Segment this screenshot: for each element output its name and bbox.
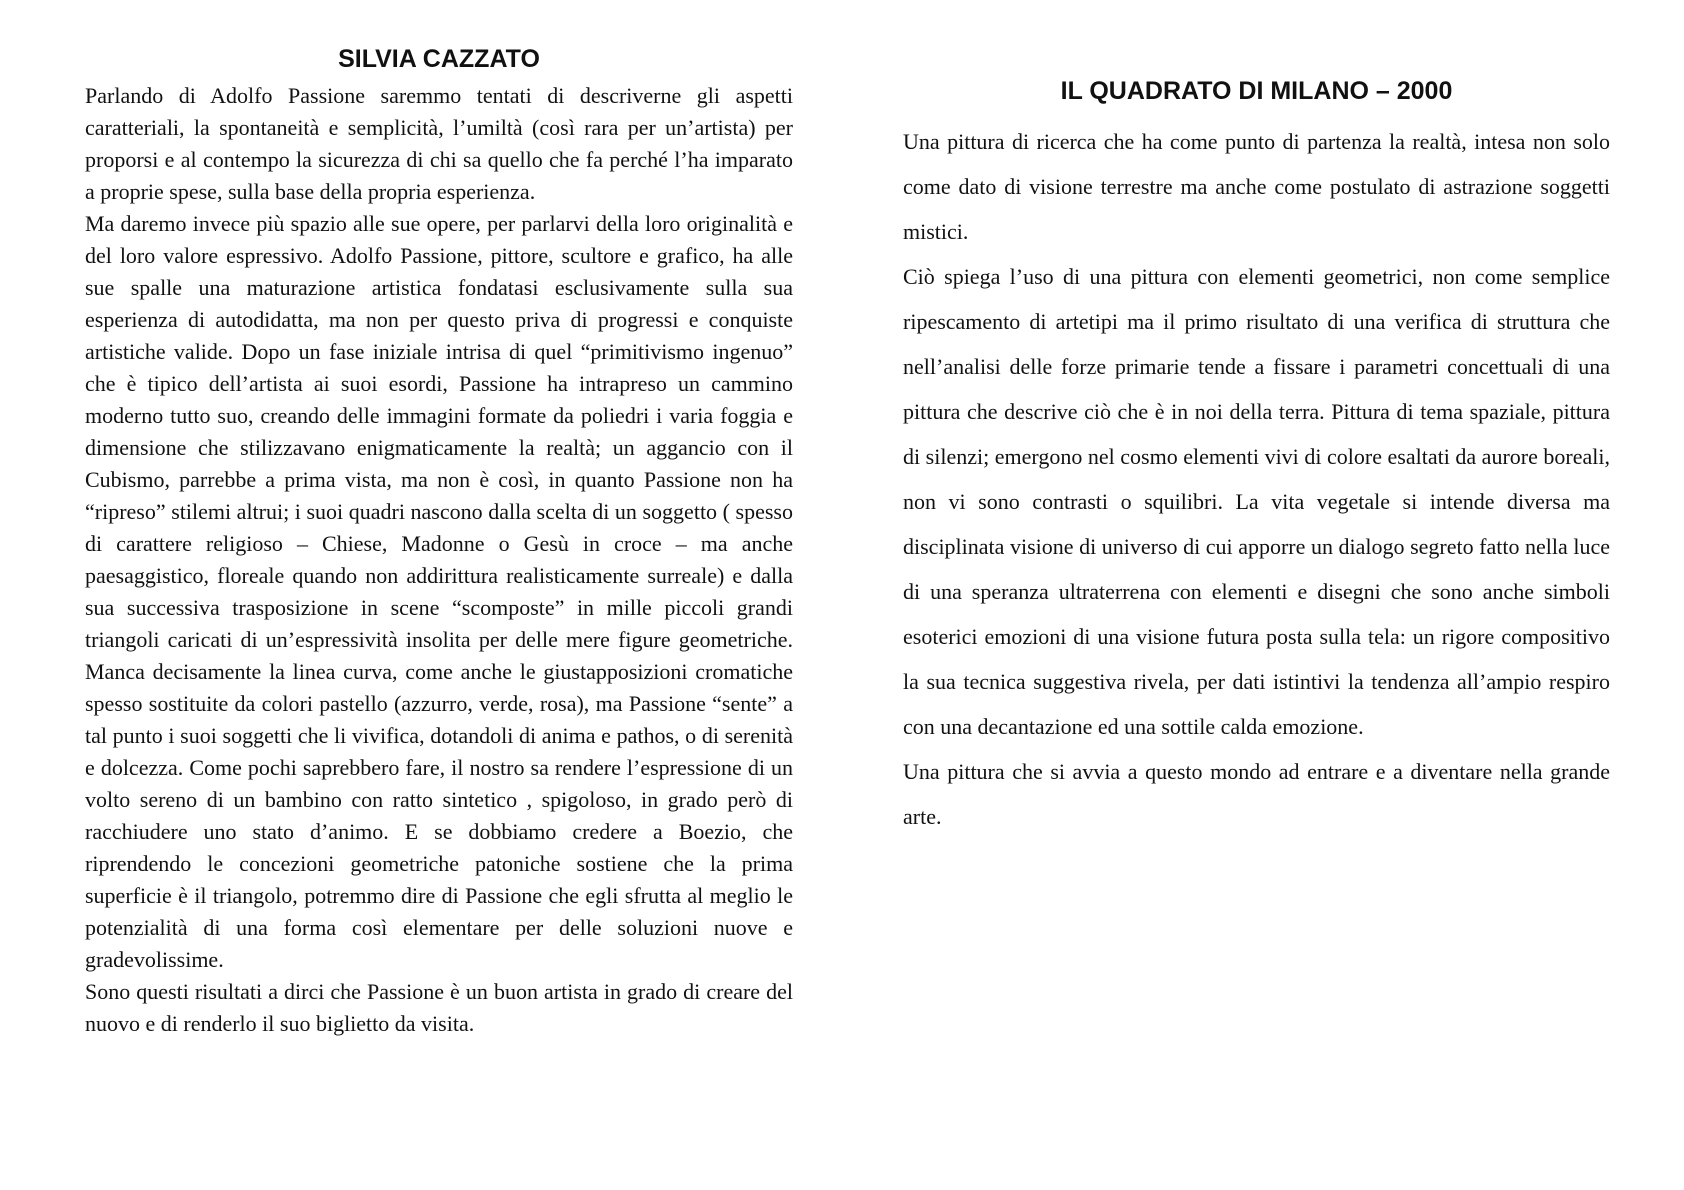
right-paragraph-3: Una pittura che si avvia a questo mondo ad entrare e a diventare nella grande arte. <box>903 759 1610 829</box>
right-article <box>903 76 1610 839</box>
left-article-title: SILVIA CAZZATO <box>338 45 540 73</box>
left-article <box>85 44 793 1040</box>
right-paragraph-1: Una pittura di ricerca che ha come punto di partenza la realtà, intesa non solo come dato di visione terrestre ma anche come postulato di astrazione soggetti mistici. <box>903 129 1610 244</box>
left-paragraph-2: Ma daremo invece più spazio alle sue opere, per parlarvi della loro originalità e del loro valore espressivo. Adolfo Passione, pittore, scultore e grafico, ha alle sue spalle una maturazione artistica fondatasi esclusivamente sulla sua esperienza di autodidatta, ma non per questo priva di progressi e conquiste artistiche valide. Dopo un fase iniziale intrisa di quel “primitivismo ingenuo” che è tipico dell’artista ai suoi esordi, Passione ha intrapreso un cammino moderno tutto suo, creando delle immagini formate da poliedri i varia foggia e dimensione che stilizzavano enigmaticamente la realtà; un aggancio con il Cubismo, parrebbe a prima vista, ma non è così, in quanto Passione non ha “ripreso” stilemi altrui; i suoi quadri nascono dalla scelta di un soggetto ( spesso di carattere religioso – Chiese, Madonne o Gesù in croce – ma anche paesaggistico, floreale quando non addirittura realisticamente surreale) e dalla sua successiva trasposizione in scene “scomposte” in mille piccoli grandi triangoli caricati di un’espressività insolita per delle mere figure geometriche. Manca decisamente la linea curva, come anche le giustapposizioni cromatiche spesso sostituite da colori pastello (azzurro, verde, rosa), ma Passione “sente” a tal punto i suoi soggetti che li vivifica, dotandoli di anima e pathos, o di serenità e dolcezza. Come pochi saprebbero fare, il nostro sa rendere l’espressione di un volto sereno di un bambino con ratto sintetico , spigoloso, in grado però di racchiudere uno stato d’animo. E se dobbiamo credere a Boezio, che riprendendo le concezioni geometriche patoniche sostiene che la prima superficie è il triangolo, potremmo dire di Passione che egli sfrutta al meglio le potenzialità di una forma così elementare per delle soluzioni nuove e gradevolissime. <box>85 211 793 972</box>
right-article-title: IL QUADRATO DI MILANO – 2000 <box>1060 77 1453 105</box>
right-paragraph-2: Ciò spiega l’uso di una pittura con elementi geometrici, non come semplice ripescamento di artetipi ma il primo risultato di una verifica di struttura che nell’analisi delle forze primarie tende a fissare i parametri concettuali di una pittura che descrive ciò che è in noi della terra. Pittura di tema spaziale, pittura di silenzi; emergono nel cosmo elementi vivi di colore esaltati da aurore boreali, non vi sono contrasti o squilibri. La vita vegetale si intende diversa ma disciplinata visione di universo di cui apporre un dialogo segreto fatto nella luce di una speranza ultraterrena con elementi e disegni che sono anche simboli esoterici emozioni di una visione futura posta sulla tela: un rigore compositivo la sua tecnica suggestiva rivela, per dati istintivi la tendenza all’ampio respiro con una decantazione ed una sottile calda emozione. <box>903 264 1610 739</box>
left-paragraph-1: Parlando di Adolfo Passione saremmo tentati di descriverne gli aspetti caratteriali, la spontaneità e semplicità, l’umiltà (così rara per un’artista) per proporsi e al contempo la sicurezza di chi sa quello che fa perché l’ha imparato a proprie spese, sulla base della propria esperienza. <box>85 83 793 204</box>
left-paragraph-3: Sono questi risultati a dirci che Passione è un buon artista in grado di creare del nuovo e di renderlo il suo biglietto da visita. <box>85 979 793 1036</box>
